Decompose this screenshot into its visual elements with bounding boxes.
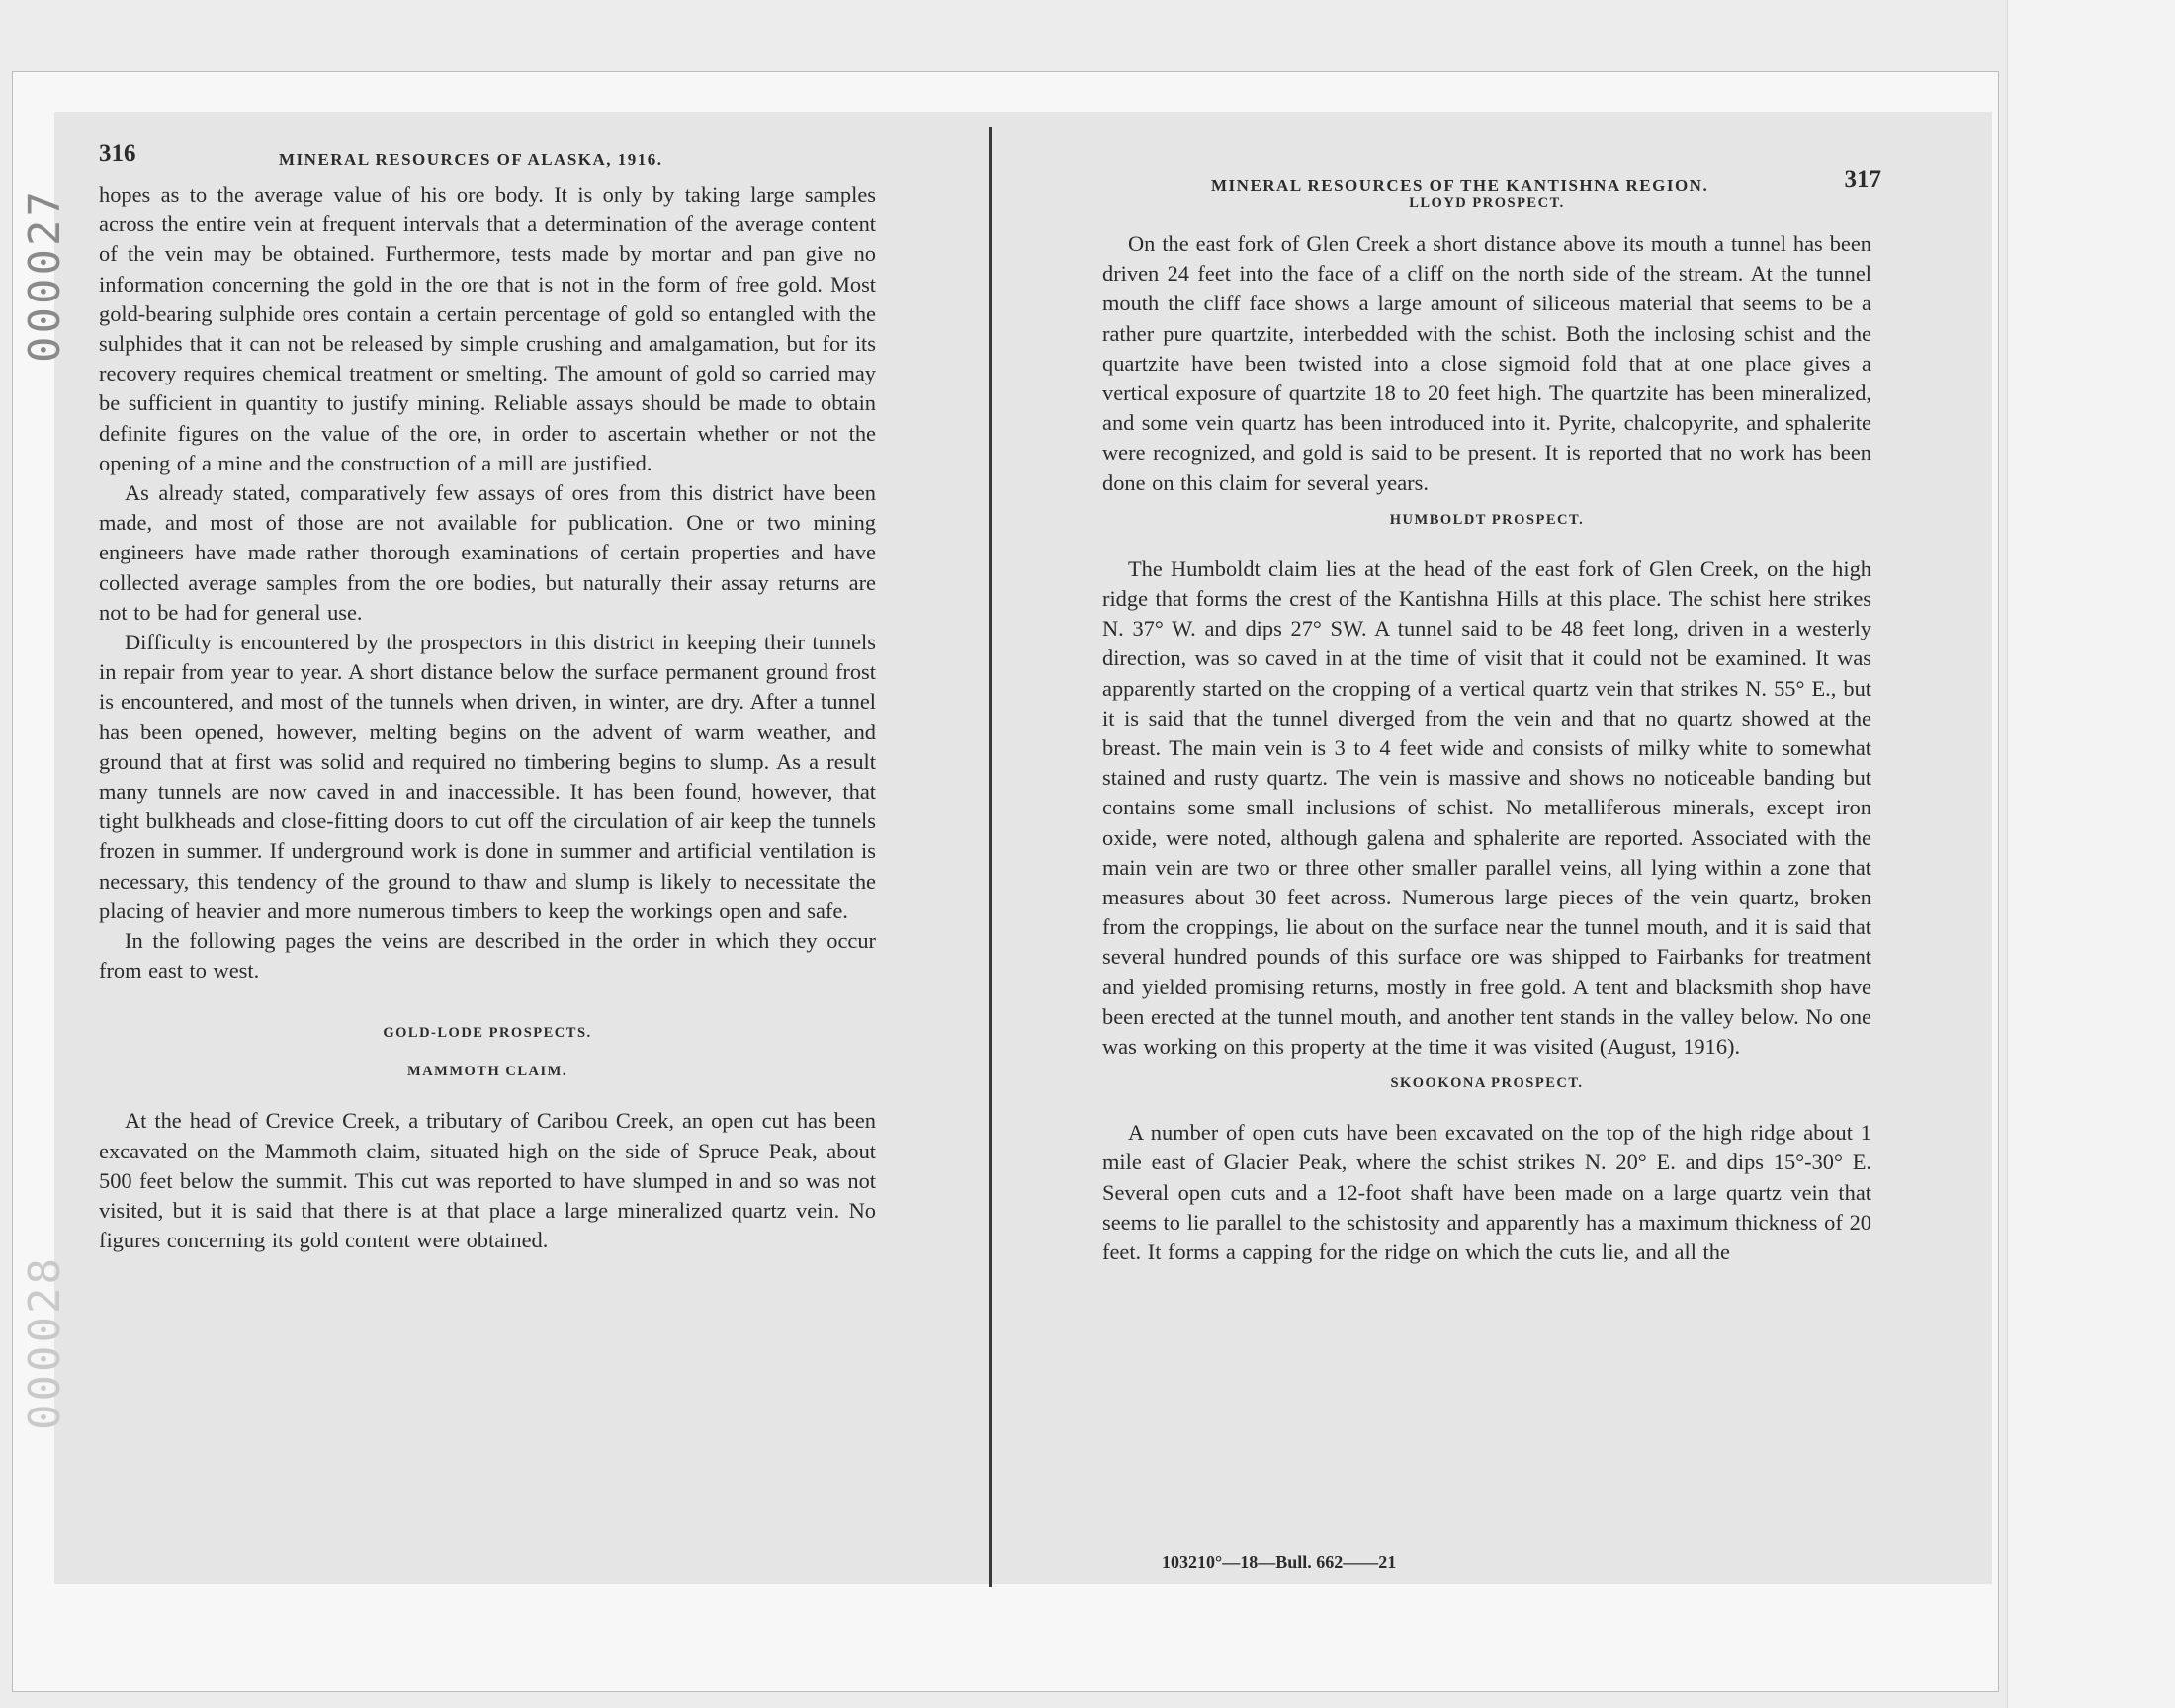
paragraph: At the head of Crevice Creek, a tributary of Caribou Creek, an open cut has been excavated on the Mammoth claim, situated high on the side of Spruce Peak, about 500 feet below the summit. This cut was reported to have slumped in and so was not visited, but it is said that there is at that place a large mineralized quartz vein. No figures concerning its gold content were obtained. xyxy=(99,1108,876,1253)
right-page xyxy=(1102,166,1881,1267)
left-page xyxy=(99,140,876,1256)
book-spine-line xyxy=(989,127,992,1587)
right-running-title: MINERAL RESOURCES OF THE KANTISHNA REGION. xyxy=(1211,176,1709,195)
paragraph: In the following pages the veins are described in the order in which they occur from east to west. xyxy=(99,928,876,983)
paragraph: As already stated, comparatively few assays of ores from this district have been made, and most of those are not available for publication. One or two mining engineers have made rather thorough examinations of certain properties and have collected average samples from the ore bodies, but naturally their assay returns are not to be had for general use. xyxy=(99,480,876,625)
left-page-header xyxy=(99,140,876,180)
right-page-number: 317 xyxy=(1844,166,1881,193)
left-page-number: 316 xyxy=(99,140,136,167)
right-page-header xyxy=(1102,166,1881,207)
subsection-heading: MAMMOTH CLAIM. xyxy=(407,1064,567,1080)
paragraph: hopes as to the average value of his ore body. It is only by taking large samples across the entire vein at frequent intervals that a determination of the average content of the vein may be obtained. Furthermore, tests made by mortar and pan give no information concerning the gold in the ore that is not in the form of free gold. Most gold-bearing sulphide ores contain a certain percentage of gold so entangled with the sulphides that it can not be released by simple crushing and amalgamation, but for its recovery requires chemical treatment or smelting. The amount of gold so carried may be sufficient in quantity to justify mining. Reliable assays should be made to obtain definite figures on the value of the ore, in order to ascertain whether or not the opening of a mine and the construction of a mill are justified. xyxy=(99,182,876,475)
printer-signature: 103210°—18—Bull. 662——21 xyxy=(1162,1552,1397,1572)
margin-stamp-faint: 000028 xyxy=(20,1255,70,1430)
subsection-heading: SKOOKONA PROSPECT. xyxy=(1390,1075,1584,1092)
paragraph: The Humboldt claim lies at the head of the east fork of Glen Creek, on the high ridge that forms the crest of the Kantishna Hills at this place. The schist here strikes N. 37° W. and dips 27° SW. A tunnel said to be 48 feet long, driven in a westerly direction, was so caved in at the time of visit that it could not be examined. It was apparently started on the cropping of a vertical quartz vein that strikes N. 55° E., but it is said that the tunnel diverged from the vein and that no quartz showed at the breast. The main vein is 3 to 4 feet wide and consists of milky white to somewhat stained and rusty quartz. The vein is massive and shows no noticeable banding but contains some small inclusions of schist. No metalliferous minerals, except iron oxide, were noted, although galena and sphalerite are reported. Associated with the main vein are two or three other smaller parallel veins, all lying within a zone that measures about 30 feet across. Numerous large pieces of the vein quartz, broken from the croppings, lie about on the surface near the tunnel mouth, and it is said that several hundred pounds of this surface ore was shipped to Fairbanks for treatment and yielded promising returns, mostly in free gold. A tent and blacksmith shop have been erected at the tunnel mouth, and another tent stands in the valley below. No one was working on this property at the time it was visited (August, 1916). xyxy=(1102,555,1871,1060)
section-heading: GOLD-LODE PROSPECTS. xyxy=(383,1025,592,1042)
paragraph: On the east fork of Glen Creek a short distance above its mouth a tunnel has been driven 24 feet into the face of a cliff on the north side of the stream. At the tunnel mouth the cliff face shows a large amount of siliceous material that seems to be a rather pure quartzite, interbedded with the schist. Both the inclosing schist and the quartzite have been twisted into a close sigmoid fold that at one place gives a vertical exposure of quartzite 18 to 20 feet high. The quartzite has been mineralized, and some vein quartz has been introduced into it. Pyrite, chalcopyrite, and sphalerite were recognized, and gold is said to be present. It is reported that no work has been done on this claim for several years. xyxy=(1102,231,1871,495)
margin-stamp: 000027 xyxy=(20,188,70,363)
viewer-background-strip xyxy=(2007,0,2175,1708)
left-running-title: MINERAL RESOURCES OF ALASKA, 1916. xyxy=(279,150,663,169)
subsection-heading: HUMBOLDT PROSPECT. xyxy=(1389,511,1585,528)
paragraph: A number of open cuts have been excavated on the top of the high ridge about 1 mile east of Glacier Peak, where the schist strikes N. 20° E. and dips 15°-30° E. Several open cuts and a 12-foot shaft have been made on a large quartz vein that seems to lie parallel to the schistosity and apparently has a maximum thickness of 20 feet. It forms a capping for the ridge on which the cuts lie, and all the xyxy=(1102,1120,1871,1265)
paragraph: Difficulty is encountered by the prospectors in this district in keeping their tunnels in repair from year to year. A short distance below the surface permanent ground frost is encountered, and most of the tunnels when driven, in winter, are dry. After a tunnel has been opened, however, melting begins on the advent of warm weather, and ground that at first was solid and required no timbering begins to slump. As a result many tunnels are now caved in and inaccessible. It has been found, however, that tight bulkheads and close-fitting doors to cut off the circulation of air keep the tunnels frozen in summer. If underground work is done in summer and artificial ventilation is necessary, this tendency of the ground to thaw and slump is likely to necessitate the placing of heavier and more numerous timbers to keep the workings open and safe. xyxy=(99,630,876,923)
subsection-heading: LLOYD PROSPECT. xyxy=(1409,195,1565,211)
